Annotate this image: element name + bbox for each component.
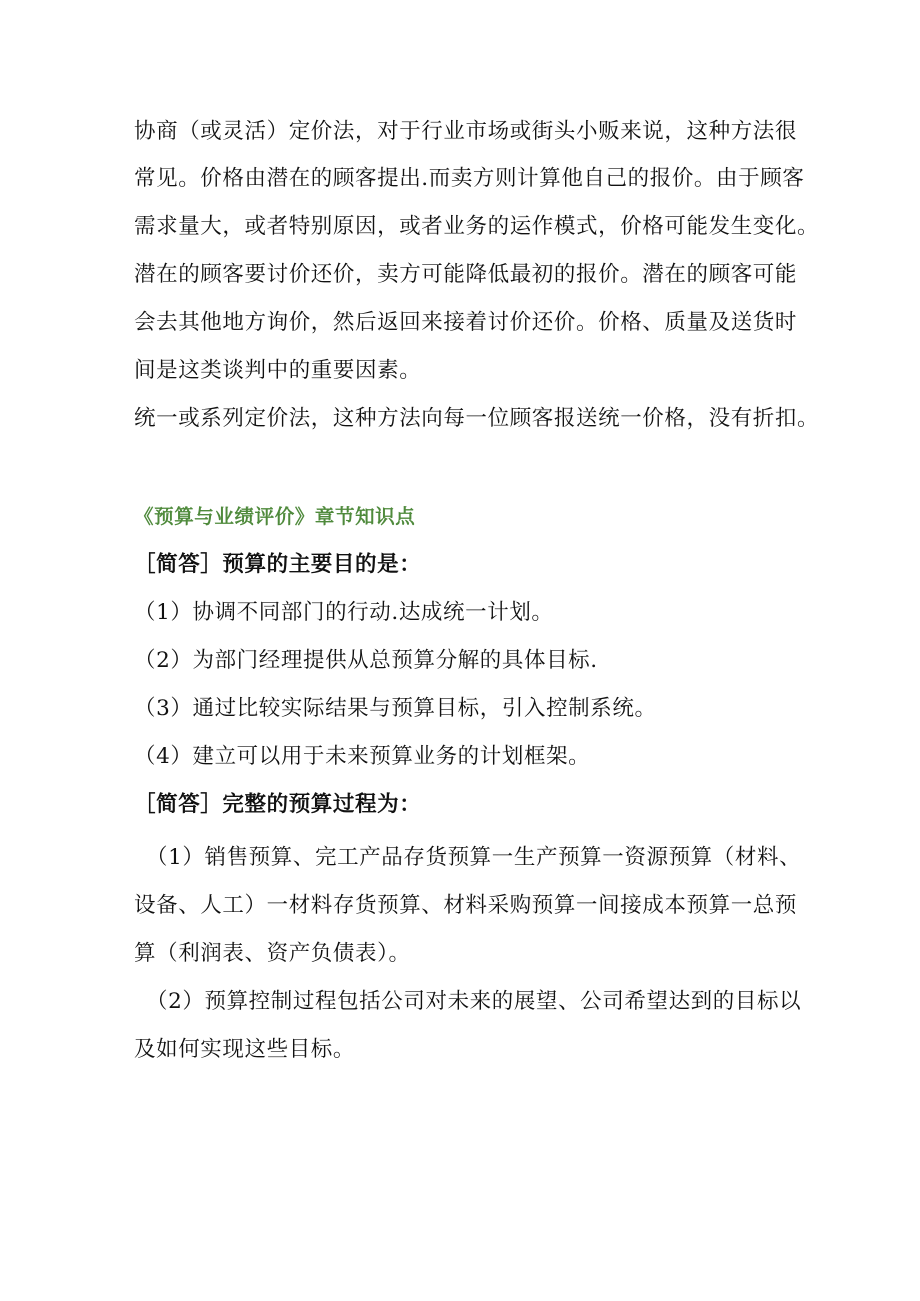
list-item: （3）通过比较实际结果与预算目标，引入控制系统。 — [134, 696, 657, 721]
list-item: （1）协调不同部门的行动.达成统一计划。 — [134, 600, 554, 625]
paragraph-line: 常见。价格由潜在的顾客提出.而卖方则计算他自己的报价。由于顾客 — [134, 166, 805, 191]
paragraph-line: 统一或系列定价法，这种方法向每一位顾客报送统一价格，没有折扣。 — [134, 406, 820, 431]
list-item: （4）建立可以用于未来预算业务的计划框架。 — [134, 744, 591, 769]
question-heading: ［简答］完整的预算过程为： — [134, 792, 422, 817]
list-item-line: （2）预算控制过程包括公司对未来的展望、公司希望达到的目标以 — [146, 989, 802, 1014]
list-item-line: （1）销售预算、完工产品存货预算一生产预算一资源预算（材料、 — [146, 845, 802, 870]
paragraph-line: 会去其他地方询价，然后返回来接着讨价还价。价格、质量及送货时 — [134, 310, 798, 335]
list-item-line: 及如何实现这些目标。 — [134, 1037, 356, 1062]
paragraph-line: 需求量大，或者特别原因，或者业务的运作模式，价格可能发生变化。 — [134, 214, 820, 239]
question-heading: ［简答］预算的主要目的是： — [134, 552, 422, 577]
list-item-line: 设备、人工）一材料存货预算、材料采购预算一间接成本预算一总预 — [134, 893, 798, 918]
list-item: （2）为部门经理提供从总预算分解的具体目标. — [134, 648, 598, 673]
paragraph-line: 协商（或灵活）定价法，对于行业市场或街头小贩来说，这种方法很 — [134, 119, 798, 144]
paragraph-line: 间是这类谈判中的重要因素。 — [134, 358, 422, 383]
paragraph-line: 潜在的顾客要讨价还价，卖方可能降低最初的报价。潜在的顾客可能 — [134, 262, 798, 287]
list-item-line: 算（利润表、资产负债表）。 — [134, 941, 411, 966]
section-title: 《预算与业绩评价》章节知识点 — [134, 505, 416, 528]
